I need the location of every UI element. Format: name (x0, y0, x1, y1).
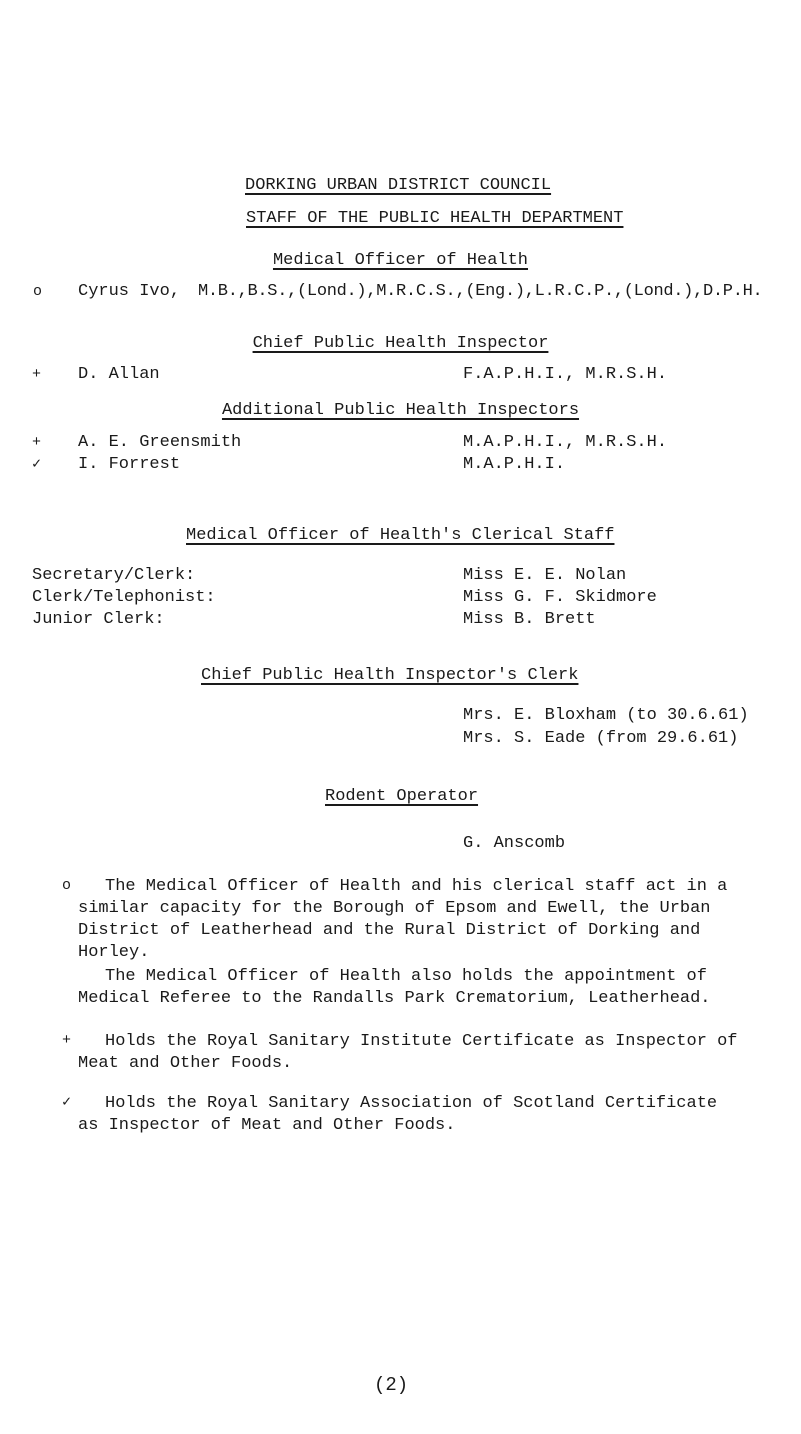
note-paragraph: Holds the Royal Sanitary Association of Scotland Certificate as Inspector of Meat and Other Foods. (78, 1094, 718, 1135)
note-paragraph: The Medical Officer of Health also holds the appointment of Medical Referee to the Randalls Park Crematorium, Leatherhead. (78, 967, 711, 1008)
additional-row-name: I. Forrest (78, 455, 181, 474)
note-marker: o (62, 877, 72, 894)
cphi-clerk-heading: Chief Public Health Inspector's Clerk (201, 666, 579, 685)
note-paragraph: Holds the Royal Sanitary Institute Certificate as Inspector of Meat and Other Foods. (78, 1032, 738, 1073)
clerical-name: Miss G. F. Skidmore (463, 588, 657, 607)
clerical-name: Miss B. Brett (463, 610, 596, 629)
clerical-name: Miss E. E. Nolan (463, 566, 627, 585)
additional-row-qualifications: M.A.P.H.I., M.R.S.H. (463, 433, 668, 452)
clerical-role: Junior Clerk: (32, 610, 165, 629)
cphi-name: D. Allan (78, 365, 160, 384)
clerical-role: Secretary/Clerk: (32, 566, 196, 585)
clerical-heading: Medical Officer of Health's Clerical Staff (186, 526, 615, 545)
rodent-heading: Rodent Operator (325, 787, 479, 806)
moh-qualifications: M.B.,B.S.,(Lond.),M.R.C.S.,(Eng.),L.R.C.P.,(Lond.),D.P.H. (198, 282, 763, 301)
cphi-heading: Chief Public Health Inspector (252, 334, 549, 353)
clerical-role: Clerk/Telephonist: (32, 588, 216, 607)
department-title: STAFF OF THE PUBLIC HEALTH DEPARTMENT (246, 209, 624, 228)
moh-name: Cyrus Ivo, (78, 282, 181, 301)
cphi-clerk-row: Mrs. S. Eade (from 29.6.61) (463, 729, 739, 748)
cphi-qualifications: F.A.P.H.I., M.R.S.H. (463, 365, 668, 384)
additional-row-marker: + (32, 434, 42, 451)
note-marker: ✓ (62, 1094, 72, 1111)
cphi-clerk-row: Mrs. E. Bloxham (to 30.6.61) (463, 706, 749, 725)
page-number: (2) (374, 1374, 409, 1396)
cphi-marker: + (32, 366, 42, 383)
additional-heading: Additional Public Health Inspectors (221, 401, 580, 420)
moh-marker: o (33, 283, 43, 300)
additional-row-name: A. E. Greensmith (78, 433, 242, 452)
note-marker: + (62, 1032, 72, 1049)
moh-heading: Medical Officer of Health (272, 251, 529, 270)
note-paragraph: The Medical Officer of Health and his clerical staff act in a similar capacity for the Borough of Epsom and Ewell, the Urban District of Leatherhead and the Rural District of Dorking and Horley. (78, 877, 728, 962)
additional-row-marker: ✓ (32, 456, 42, 473)
council-title: DORKING URBAN DISTRICT COUNCIL (245, 176, 552, 195)
additional-row-qualifications: M.A.P.H.I. (463, 455, 566, 474)
rodent-name: G. Anscomb (463, 834, 566, 853)
